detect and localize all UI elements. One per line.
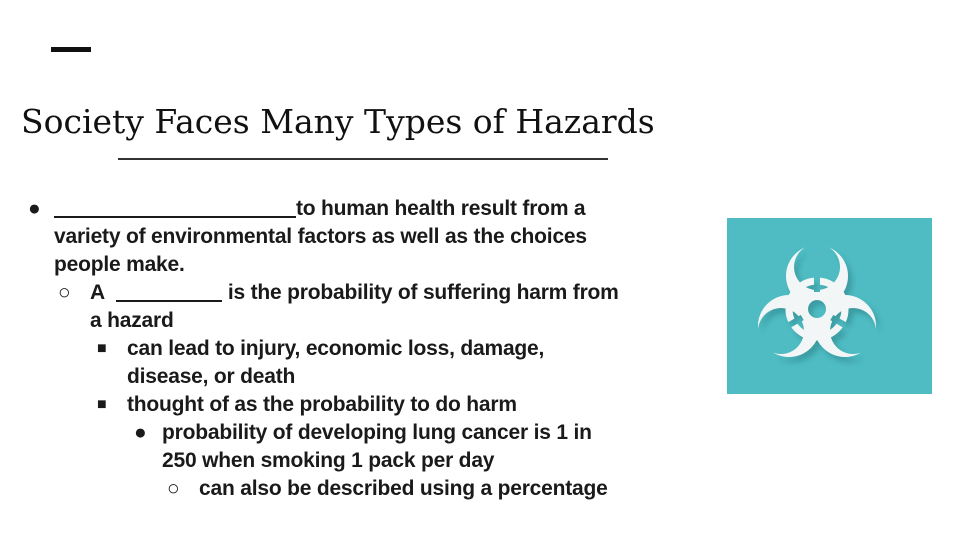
bullet-text: A (90, 281, 105, 304)
bullet-marker-level2: ○ (167, 477, 180, 500)
fill-in-blank (54, 196, 296, 218)
bullet-line (0, 419, 720, 447)
slide-body (0, 195, 720, 503)
bullet-text: 250 when smoking 1 pack per day (162, 449, 495, 472)
bullet-text: disease, or death (127, 365, 296, 388)
bullet-line (0, 335, 720, 363)
bullet-text: a hazard (90, 309, 174, 332)
bullet-line (0, 475, 720, 503)
bullet-line (0, 307, 720, 335)
bullet-marker-level1: ● (28, 197, 41, 220)
bullet-text: people make. (54, 253, 185, 276)
bullet-line (0, 251, 720, 279)
bullet-text: can also be described using a percentage (199, 477, 608, 500)
bullet-line (0, 195, 720, 223)
biohazard-icon (727, 218, 932, 394)
biohazard-image (727, 218, 932, 394)
bullet-line (0, 391, 720, 419)
slide-title: Society Faces Many Types of Hazards (21, 102, 655, 141)
bullet-line (0, 223, 720, 251)
bullet-text: probability of developing lung cancer is 1 in (162, 421, 592, 444)
bullet-marker-level3: ■ (97, 340, 107, 357)
bullet-text: is the probability of suffering harm from (227, 281, 619, 304)
bullet-text: can lead to injury, economic loss, damage, (127, 337, 545, 360)
bullet-marker-level1: ● (134, 421, 147, 444)
bullet-text: to human health result from a (296, 197, 586, 220)
bullet-text: thought of as the probability to do harm (127, 393, 517, 416)
title-underline (118, 158, 608, 160)
bullet-content (90, 279, 619, 307)
fill-in-blank (116, 280, 222, 302)
bullet-line (0, 363, 720, 391)
bullet-line (0, 447, 720, 475)
bullet-text: variety of environmental factors as well as the choices (54, 225, 587, 248)
bullet-marker-level2: ○ (58, 281, 71, 304)
bullet-content (54, 195, 585, 223)
title-accent-bar (51, 47, 91, 52)
bullet-line (0, 279, 720, 307)
bullet-marker-level3: ■ (97, 396, 107, 413)
